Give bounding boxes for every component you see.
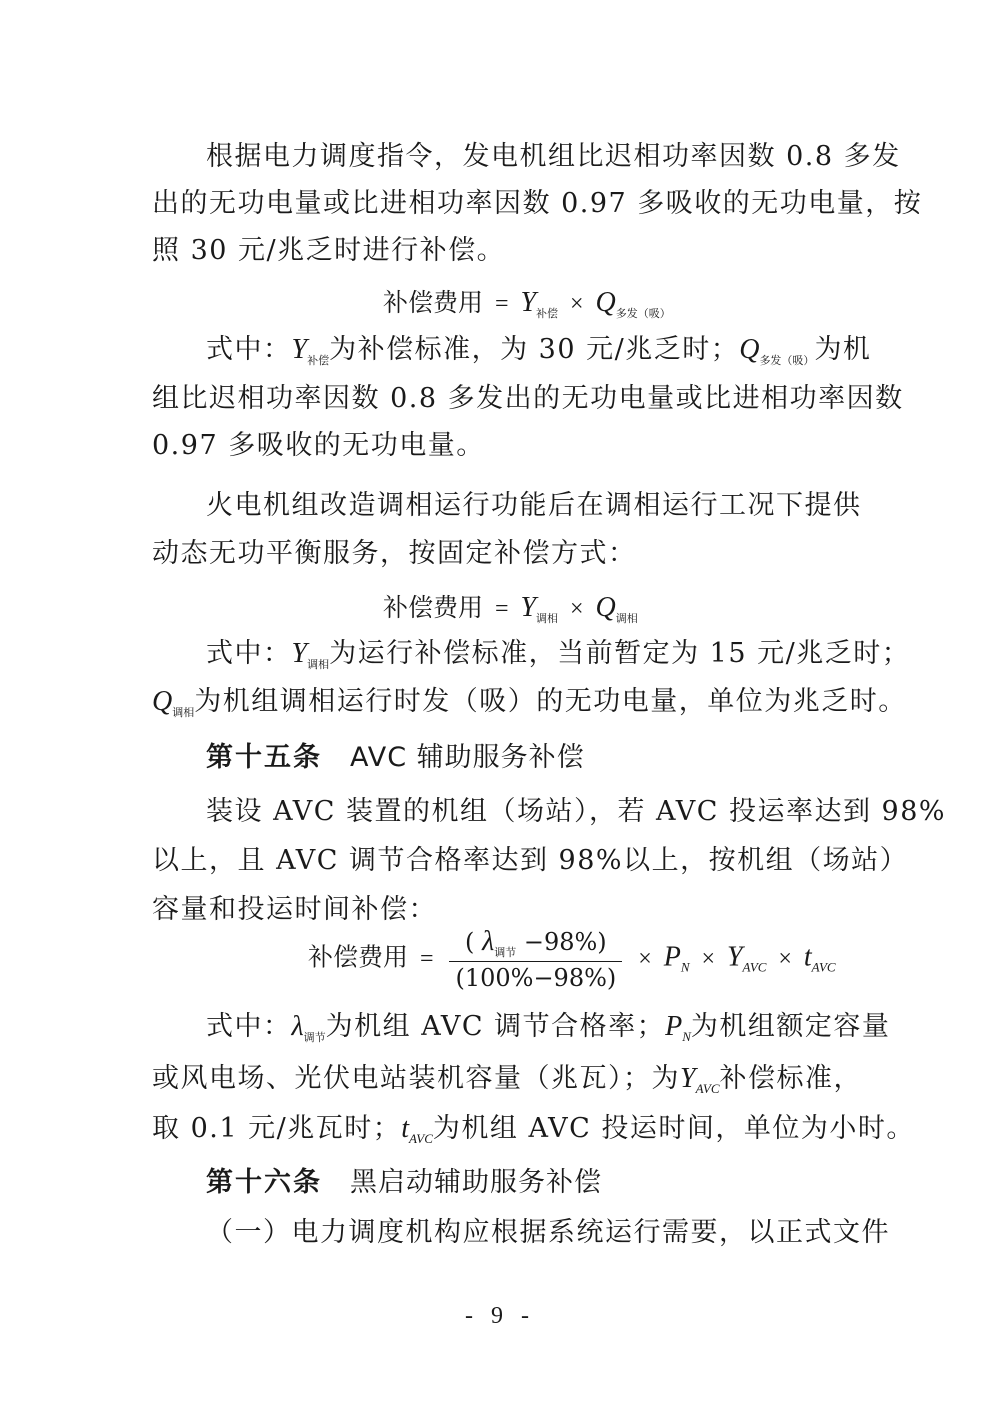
formula3-sub-p: N [680, 959, 690, 975]
formula2-lhs: 补偿费用 [383, 593, 484, 622]
formula3-eq: = [419, 945, 434, 972]
explain2-sub-q: 调相 [172, 706, 195, 719]
formula2-var-y: Y [520, 592, 537, 623]
formula-reactive-compensation [383, 289, 671, 319]
article15-line2: 以上，且 AVC 调节合格率达到 98%以上，按机组（场站） [152, 845, 909, 876]
article16-title: 黑启动辅助服务补偿 [350, 1167, 602, 1198]
article15-label: 第十五条 [206, 742, 322, 773]
formula2-var-q: Q [595, 592, 616, 623]
explain3-sub-p: N [682, 1029, 691, 1044]
para2-line1: 火电机组改造调相运行功能后在调相运行工况下提供 [206, 490, 862, 521]
explain3-line3-a: 取 0.1 元/兆瓦时； [152, 1113, 402, 1144]
explain2-var-q: Q [152, 686, 173, 717]
explain3-var-y: Y [680, 1063, 696, 1094]
formula3-sub-t: AVC [811, 959, 836, 975]
formula3-num-sub: 调节 [494, 946, 517, 959]
explain2-text-b: 为机组调相运行时发（吸）的无功电量，单位为兆乏时。 [194, 686, 907, 717]
explain3-line2 [152, 1065, 862, 1095]
explain3-line2-a: 或风电场、光伏电站装机容量（兆瓦）；为 [152, 1063, 680, 1094]
explain3-line1 [206, 1013, 890, 1043]
explain1-sub-q: 多发（吸） [759, 354, 815, 367]
explain1-line2: 组比迟相功率因数 0.8 多发出的无功电量或比进相功率因数 [152, 383, 904, 414]
para1-line3: 照 30 元/兆乏时进行补偿。 [152, 235, 506, 266]
article15-title: AVC 辅助服务补偿 [350, 742, 585, 773]
explain3-line3 [152, 1115, 915, 1145]
article15-line1: 装设 AVC 装置的机组（场站），若 AVC 投运率达到 98% [206, 796, 947, 827]
formula2-times: × [570, 596, 584, 622]
formula3-times1: × [638, 945, 652, 972]
page-number: - 9 - [465, 1303, 535, 1329]
formula3-lhs: 补偿费用 [308, 942, 409, 972]
formula2-eq: = [494, 596, 509, 622]
formula-avc-compensation [308, 928, 836, 990]
explain3-sub-t: AVC [408, 1131, 433, 1146]
formula3-denominator: (100%−98%) [449, 961, 622, 990]
formula3-var-p: P [663, 941, 681, 973]
para1-line1: 根据电力调度指令，发电机组比迟相功率因数 0.8 多发 [206, 141, 901, 172]
explain1-line3: 0.97 多吸收的无功电量。 [152, 430, 485, 461]
explain1-sub-y: 补偿 [307, 354, 330, 367]
formula3-sub-y: AVC [742, 959, 767, 975]
article16-line1: （一）电力调度机构应根据系统运行需要，以正式文件 [206, 1217, 890, 1248]
explain1-prefix: 式中： [206, 334, 292, 365]
formula3-num-open: ( [465, 928, 475, 956]
explain2-prefix: 式中： [206, 638, 292, 669]
article15-heading [206, 744, 585, 771]
formula-phase-modulation [383, 594, 638, 624]
formula3-var-t: t [803, 941, 812, 973]
formula1-sub-q: 多发（吸） [615, 307, 671, 320]
formula1-var-y: Y [520, 287, 537, 318]
explain3-sub-lambda: 调节 [303, 1031, 326, 1044]
explain2-line2 [152, 688, 907, 718]
explain1-line1 [206, 336, 871, 366]
explain3-prefix: 式中： [206, 1011, 292, 1042]
formula1-sub-y: 补偿 [536, 307, 559, 320]
para1-line2: 出的无功电量或比进相功率因数 0.97 多吸收的无功电量，按 [152, 188, 923, 219]
explain2-var-y: Y [291, 638, 308, 669]
explain3-text-b: 为机组额定容量 [690, 1011, 891, 1042]
explain3-var-lambda: λ [291, 1011, 304, 1042]
article15-line3: 容量和投运时间补偿： [152, 894, 437, 925]
formula3-num-var: λ [482, 926, 495, 957]
explain1-text-b: 为机 [814, 334, 872, 365]
explain3-sub-y: AVC [695, 1081, 720, 1096]
explain2-line1 [206, 640, 910, 670]
explain1-var-y: Y [291, 334, 308, 365]
formula1-lhs: 补偿费用 [383, 288, 484, 317]
para2-line2: 动态无功平衡服务，按固定补偿方式： [152, 538, 637, 569]
explain3-var-t: t [401, 1113, 409, 1144]
explain3-text-a: 为机组 AVC 调节合格率； [325, 1011, 666, 1042]
formula1-var-q: Q [595, 287, 616, 318]
explain1-var-q: Q [739, 334, 760, 365]
explain1-text-a: 为补偿标准，为 30 元/兆乏时； [329, 334, 740, 365]
formula3-times2: × [701, 945, 715, 972]
formula1-eq: = [494, 291, 509, 317]
article16-label: 第十六条 [206, 1167, 322, 1198]
formula1-times: × [570, 291, 584, 317]
explain2-sub-y: 调相 [307, 658, 330, 671]
explain2-text-a: 为运行补偿标准，当前暂定为 15 元/兆乏时； [329, 638, 911, 669]
formula2-sub-y: 调相 [536, 612, 559, 625]
formula3-num-rest: −98%) [523, 928, 607, 956]
explain3-line3-b: 为机组 AVC 投运时间，单位为小时。 [432, 1113, 915, 1144]
explain3-var-p: P [665, 1011, 683, 1042]
formula3-var-y: Y [726, 941, 743, 973]
explain3-line2-b: 补偿标准， [719, 1063, 862, 1094]
formula3-fraction [449, 928, 622, 990]
formula2-sub-q: 调相 [615, 612, 638, 625]
article16-heading [206, 1169, 602, 1196]
formula3-times3: × [778, 945, 792, 972]
formula3-numerator [449, 928, 622, 961]
